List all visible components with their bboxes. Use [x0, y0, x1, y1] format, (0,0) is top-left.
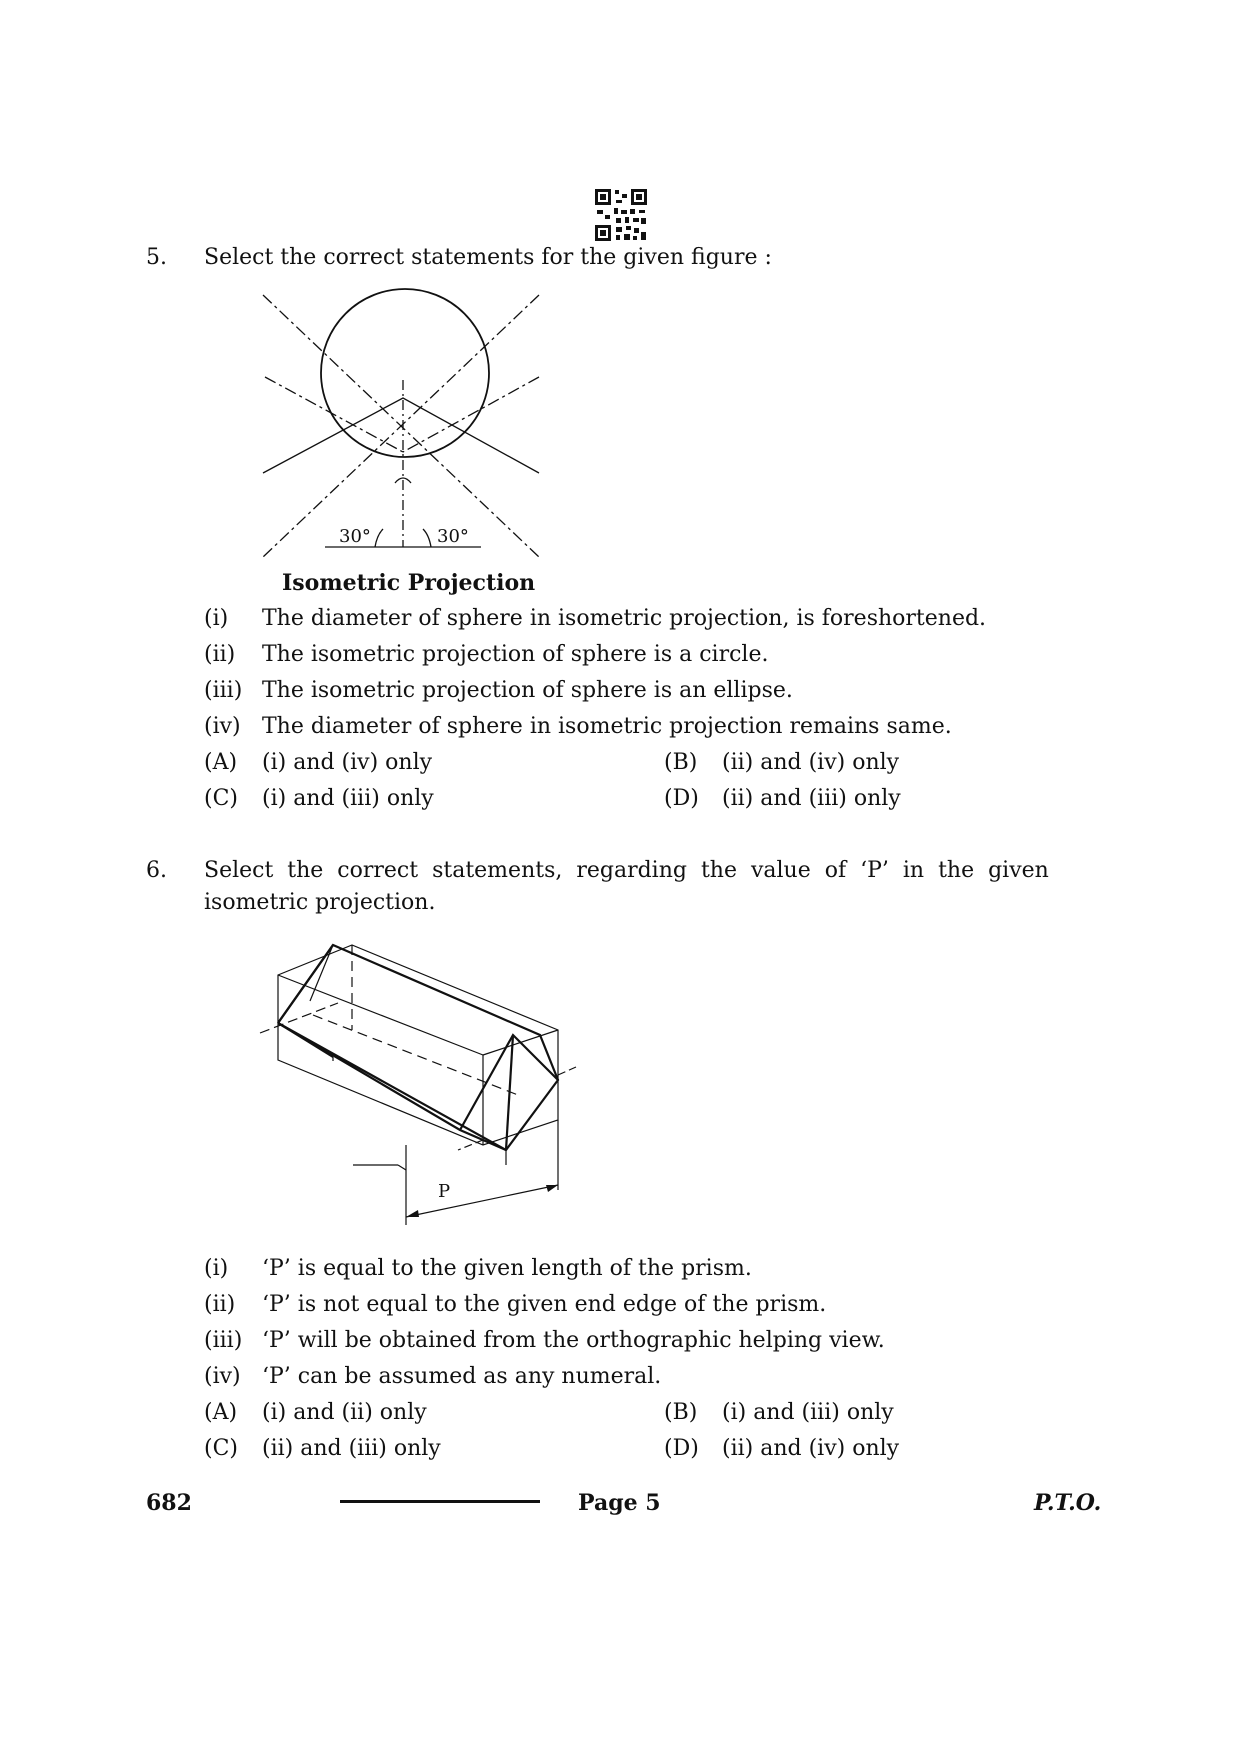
q6-option-b-label: (B) — [664, 1400, 698, 1425]
statement-number: (i) — [204, 606, 229, 631]
statement-number: (iii) — [204, 678, 243, 703]
q6-question-line1: Select the correct statements, regarding the value of ‘P’ in the given — [204, 858, 1049, 883]
statement-text: ‘P’ is equal to the given length of the prism. — [262, 1256, 752, 1281]
sphere-isometric-figure — [255, 285, 545, 565]
q5-option-a-label: (A) — [204, 750, 238, 775]
statement-text: ‘P’ can be assumed as any numeral. — [262, 1364, 662, 1389]
statement-number: (iii) — [204, 1328, 243, 1353]
q5-option-c-label: (C) — [204, 786, 238, 811]
q6-statement-2 — [0, 1291, 1241, 1325]
q6-option-d-label: (D) — [664, 1436, 699, 1461]
q6-option-d: (ii) and (iv) only — [722, 1436, 900, 1461]
q6-option-c: (ii) and (iii) only — [262, 1436, 441, 1461]
statement-number: (iv) — [204, 1364, 241, 1389]
q5-option-b: (ii) and (iv) only — [722, 750, 900, 775]
q6-option-b: (i) and (iii) only — [722, 1400, 894, 1425]
statement-number: (ii) — [204, 1292, 236, 1317]
statement-text: The isometric projection of sphere is a circle. — [262, 642, 769, 667]
paper-code: 682 — [146, 1490, 192, 1516]
q5-option-a: (i) and (iv) only — [262, 750, 433, 775]
pto-label: P.T.O. — [1034, 1490, 1102, 1516]
q6-statement-3 — [0, 1327, 1241, 1361]
statement-text: The diameter of sphere in isometric projection remains same. — [262, 714, 952, 739]
q5-statement-4 — [0, 713, 1241, 747]
q6-statement-1 — [0, 1255, 1241, 1289]
statement-number: (i) — [204, 1256, 229, 1281]
q5-statement-1 — [0, 605, 1241, 639]
statement-number: (iv) — [204, 714, 241, 739]
figure-caption: Isometric Projection — [282, 570, 536, 596]
statement-text: ‘P’ is not equal to the given end edge of the prism. — [262, 1292, 827, 1317]
angle-right-label: 30° — [437, 526, 469, 547]
statement-number: (ii) — [204, 642, 236, 667]
q5-option-c: (i) and (iii) only — [262, 786, 434, 811]
q5-option-d-label: (D) — [664, 786, 699, 811]
q5-statement-2 — [0, 641, 1241, 675]
dimension-p-label: P — [438, 1181, 451, 1202]
q6-question-line2: isometric projection. — [204, 890, 436, 915]
q5-number: 5. — [146, 245, 167, 270]
q5-statement-3 — [0, 677, 1241, 711]
prism-isometric-figure — [258, 935, 588, 1245]
angle-left-label: 30° — [339, 526, 371, 547]
statement-text: The diameter of sphere in isometric projection, is foreshortened. — [262, 606, 987, 631]
q6-number: 6. — [146, 858, 167, 883]
q6-option-a: (i) and (ii) only — [262, 1400, 427, 1425]
q5-option-d: (ii) and (iii) only — [722, 786, 901, 811]
qr-code-icon — [594, 188, 648, 242]
q6-option-a-label: (A) — [204, 1400, 238, 1425]
page-number: Page 5 — [578, 1490, 661, 1516]
q6-statement-4 — [0, 1363, 1241, 1397]
statement-text: ‘P’ will be obtained from the orthographic helping view. — [262, 1328, 885, 1353]
statement-text: The isometric projection of sphere is an ellipse. — [262, 678, 793, 703]
q5-option-b-label: (B) — [664, 750, 698, 775]
q5-question: Select the correct statements for the given figure : — [204, 245, 772, 270]
q6-option-c-label: (C) — [204, 1436, 238, 1461]
footer-divider — [340, 1500, 540, 1503]
